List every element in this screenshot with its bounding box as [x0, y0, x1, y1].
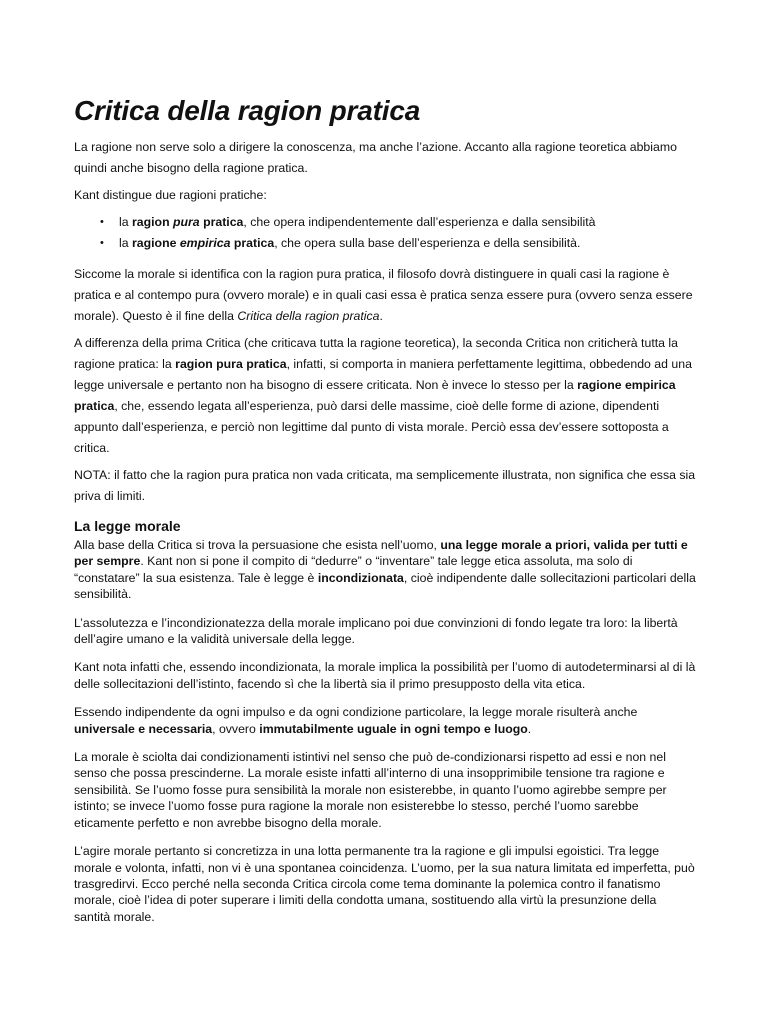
- bullet-icon: •: [100, 216, 104, 228]
- list-item: • la ragione empirica pratica, che opera sulla base dell’esperienza e della sensibilità.: [74, 233, 696, 254]
- intro-paragraph: La ragione non serve solo a dirigere la conoscenza, ma anche l’azione. Accanto alla ragione teoretica abbiamo quindi anche bisogno della ragione pratica.: [74, 140, 677, 175]
- tension-paragraph: La morale è sciolta dai condizionamenti istintivi nel senso che può de-condizionarsi rispetto ad essi e non nel senso che possa prescinderne. La morale esiste infatti all’interno di una insopprimibile tensione tra ragione e sensibilità. Se l’uomo fosse pura sensibilità la morale non esisterebbe, in quanto l’uomo agirebbe sempre per istinto; se invece l’uomo fosse pura ragione la morale non esisterebbe lo stesso, perché l’uomo sarebbe eticamente perfetto e non avrebbe bisogno della morale.: [74, 750, 667, 830]
- document-body: [74, 96, 696, 925]
- section-heading: La legge morale: [74, 518, 181, 534]
- freedom-paragraph: Kant nota infatti che, essendo incondizionata, la morale implica la possibilità per l’uomo di autodeterminarsi al di là delle sollecitazioni dell’istinto, facendo sì che la libertà sia il primo presupposto della vita etica.: [74, 660, 696, 691]
- practical-reasons-intro: Kant distingue due ragioni pratiche:: [74, 188, 267, 202]
- critique-paragraph: A differenza della prima Critica (che criticava tutta la ragione teoretica), la seconda Critica non criticherà tutta la ragione pratica: la ragion pura pratica, infatti, si comporta in maniera perfettamente legittima, obbedendo ad una legge universale e pertanto non ha bisogno di essere criticata. Non è invece lo stesso per la ragione empirica pratica, che, essendo legata all’esperienza, può darsi delle massime, cioè delle forme di azione, dipendenti appunto dall’esperienza, e perciò non legittime dal punto di vista morale. Perciò essa dev’essere sottoposta a critica.: [74, 336, 692, 455]
- struggle-paragraph: L’agire morale pertanto si concretizza in una lotta permanente tra la ragione e gli impulsi egoistici. Tra legge morale e volonta, infatti, non vi è una spontanea coincidenza. L’uomo, per la sua natura limitata ed imperfetta, può trasgredirvi. Ecco perché nella seconda Critica circola come tema dominante la polemica contro il fanatismo morale, cioè l’idea di poter superare i limiti della condotta umana, sostituendo alla virtù la presunzione della santità morale.: [74, 844, 695, 924]
- universality-paragraph: Essendo indipendente da ogni impulso e da ogni condizione particolare, la legge morale risulterà anche universale e necessaria, ovvero immutabilmente uguale in ogni tempo e luogo.: [74, 705, 638, 736]
- bullet-icon: •: [100, 237, 104, 249]
- moral-law-paragraph: Alla base della Critica si trova la persuasione che esista nell’uomo, una legge morale a priori, valida per tutti e per sempre. Kant non si pone il compito di “dedurre” o “inventare” tale legge etica assoluta, ma solo di “constatare” la sua esistenza. Tale è legge è incondizionata, cioè indipendente dalle sollecitazioni particolari della sensibilità.: [74, 538, 696, 602]
- practical-reasons-list: [74, 212, 696, 254]
- note-paragraph: NOTA: il fatto che la ragion pura pratica non vada criticata, ma semplicemente illustrata, non significa che essa sia priva di limiti.: [74, 468, 696, 503]
- pure-reason-paragraph: Siccome la morale si identifica con la ragion pura pratica, il filosofo dovrà distinguere in quali casi la ragione è pratica e al contempo pura (ovvero morale) e in quali casi essa è pratica senza essere pura (ovvero senza essere morale). Questo è il fine della Critica della ragion pratica.: [74, 267, 693, 323]
- list-item: • la ragion pura pratica, che opera indipendentemente dall’esperienza e dalla sensibilità: [74, 212, 696, 233]
- page-title: Critica della ragion pratica: [74, 95, 421, 126]
- absoluteness-paragraph: L’assolutezza e l’incondizionatezza della morale implicano poi due convinzioni di fondo legate tra loro: la libertà dell’agire umano e la validità universale della legge.: [74, 615, 678, 647]
